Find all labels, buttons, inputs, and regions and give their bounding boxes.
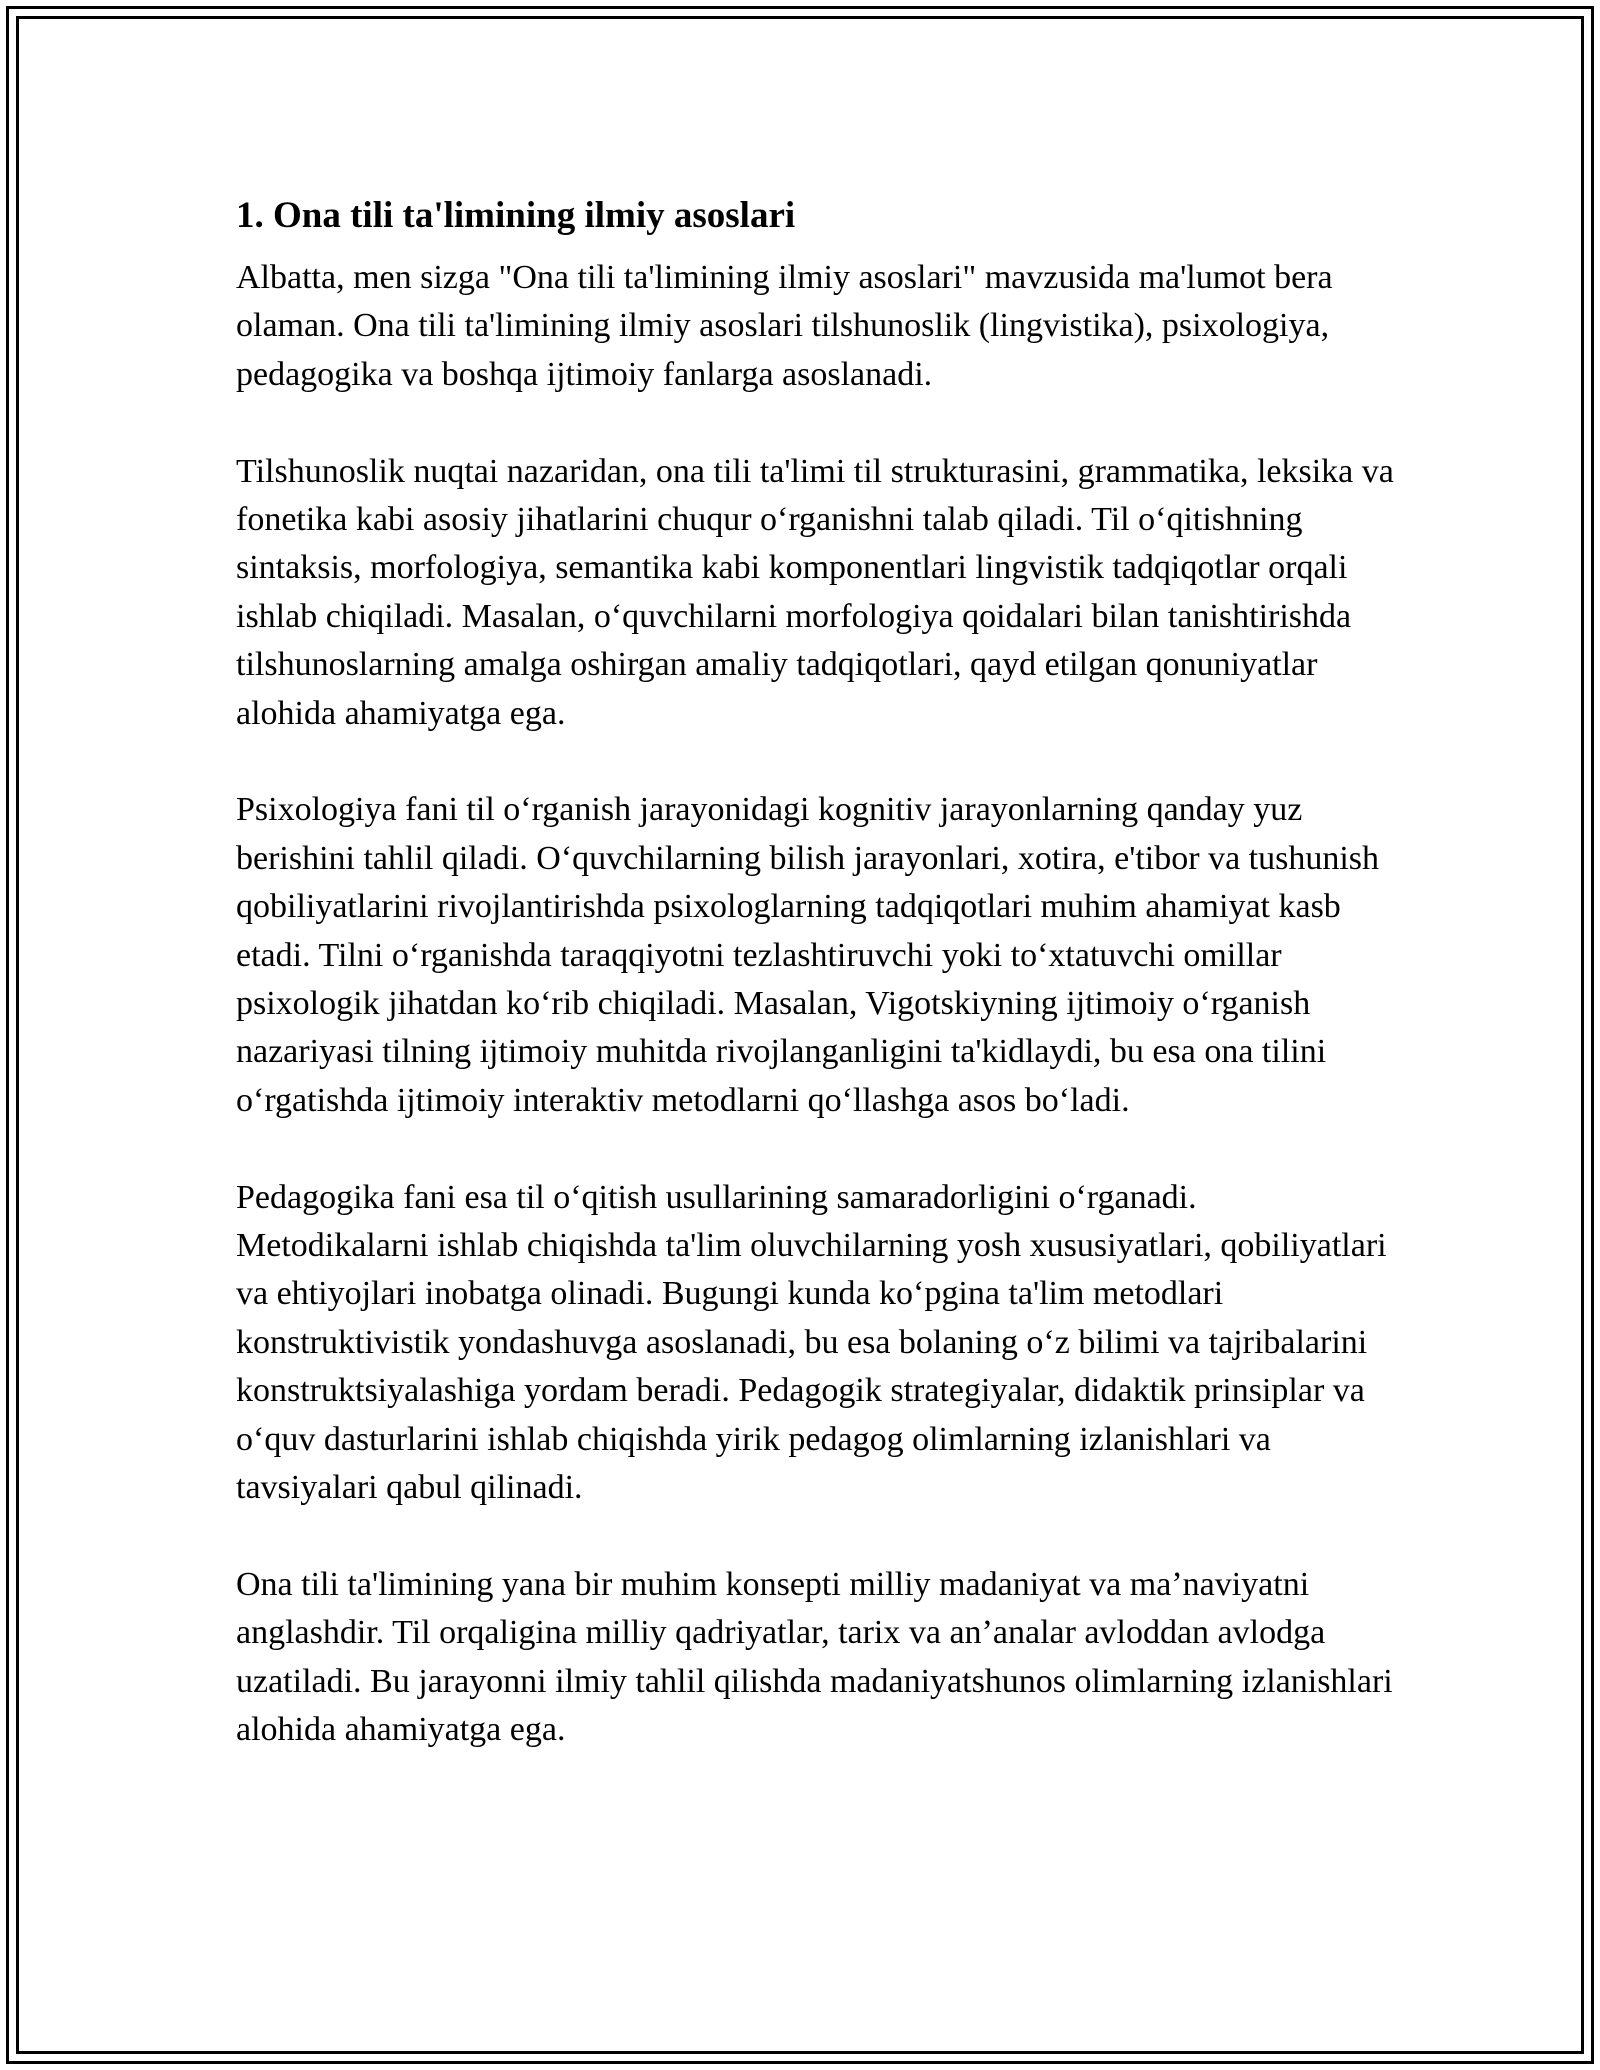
paragraph-psychology: Psixologiya fani til oʻrganish jarayonidagi kognitiv jarayonlarning qanday yuz berishini tahlil qiladi. Oʻquvchilarning bilish jarayonlari, xotira, e'tibor va tushunish qobiliyatlarini rivojlantirishda psixologlarning tadqiqotlari muhim ahamiyat kasb etadi. Tilni oʻrganishda taraqqiyotni tezlashtiruvchi yoki toʻxtatuvchi omillar psixologik jihatdan koʻrib chiqiladi. Masalan, Vigotskiyning ijtimoiy oʻrganish nazariyasi tilning ijtimoiy muhitda rivojlanganligini ta'kidlaydi, bu esa ona tilini oʻrgatishda ijtimoiy interaktiv metodlarni qoʻllashga asos boʻladi. xyxy=(236,791,1380,1119)
paragraph-culture: Ona tili ta'limining yana bir muhim konsepti milliy madaniyat va maʼnaviyatni anglashdir. Til orqaligina milliy qadriyatlar, tarix va anʼanalar avloddan avlodga uzatiladi. Bu jarayonni ilmiy tahlil qilishda madaniyatshunos olimlarning izlanishlari alohida ahamiyatga ega. xyxy=(236,1565,1393,1749)
document-title: 1. Ona tili ta'limining ilmiy asoslari xyxy=(236,195,796,236)
paragraph-intro: Albatta, men sizga "Ona tili ta'limining ilmiy asoslari" mavzusida ma'lumot bera olaman. Ona tili ta'limining ilmiy asoslari tilshunoslik (lingvistika), psixologiya, pedagogika va boshqa ijtimoiy fanlarga asoslanadi. xyxy=(236,259,1333,393)
paragraph-linguistics: Tilshunoslik nuqtai nazaridan, ona tili ta'limi til strukturasini, grammatika, leksika va fonetika kabi asosiy jihatlarini chuqur oʻrganishni talab qiladi. Til oʻqitishning sintaksis, morfologiya, semantika kabi komponentlari lingvistik tadqiqotlar orqali ishlab chiqiladi. Masalan, oʻquvchilarni morfologiya qoidalari bilan tanishtirishda tilshunoslarning amalga oshirgan amaliy tadqiqotlari, qayd etilgan qonuniyatlar alohida ahamiyatga ega. xyxy=(236,452,1394,732)
document-body xyxy=(236,188,1396,1755)
paragraph-pedagogy: Pedagogika fani esa til oʻqitish usullarining samaradorligini oʻrganadi. Metodikalarni ishlab chiqishda ta'lim oluvchilarning yosh xususiyatlari, qobiliyatlari va ehtiyojlari inobatga olinadi. Bugungi kunda koʻpgina ta'lim metodlari konstruktivistik yondashuvga asoslanadi, bu esa bolaning oʻz bilimi va tajribalarini konstruktsiyalashiga yordam beradi. Pedagogik strategiyalar, didaktik prinsiplar va oʻquv dasturlarini ishlab chiqishda yirik pedagog olimlarning izlanishlari va tavsiyalari qabul qilinadi. xyxy=(236,1178,1387,1507)
